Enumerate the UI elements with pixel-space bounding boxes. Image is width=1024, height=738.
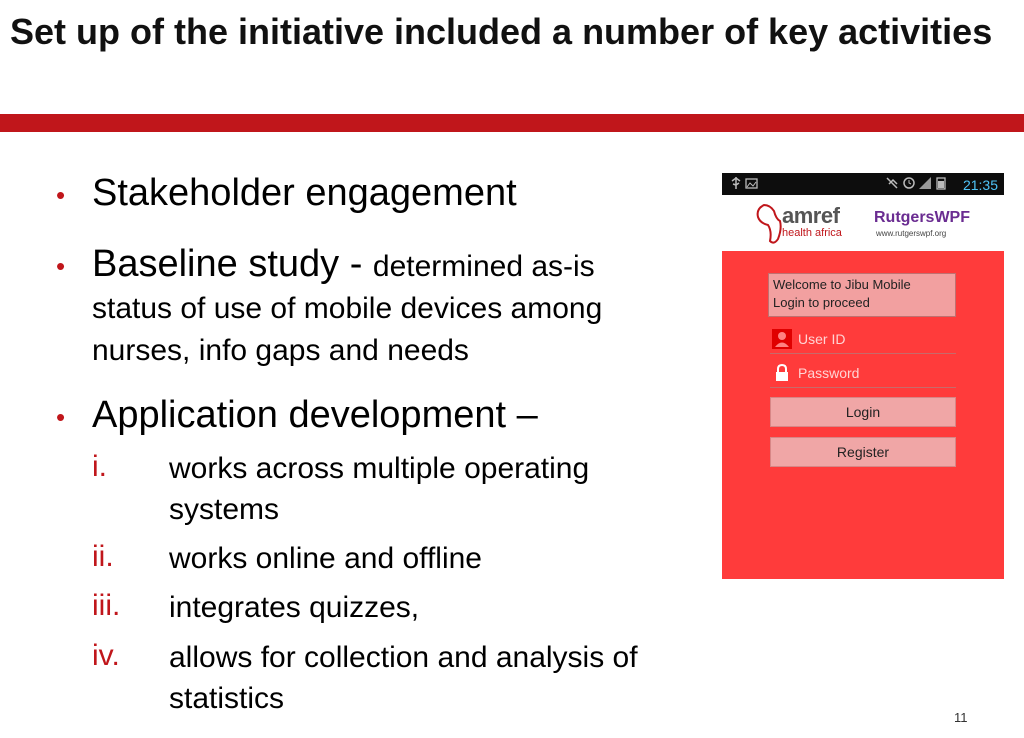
phone-screenshot [722,173,1004,579]
sub-item-marker: iii. [92,589,121,622]
lock-icon [772,363,792,383]
welcome-box [768,273,956,317]
sub-item-text: systems [169,493,280,526]
status-icons [885,176,959,190]
sub-item-text: allows for collection and analysis of [169,641,638,674]
rutgers-logo-url: www.rutgerswpf.org [876,229,947,238]
sub-item-text: works across multiple operating [169,452,590,485]
amref-logo-subtext: health africa [782,227,842,239]
page-number: 11 [954,710,968,725]
sub-item-marker: i. [92,450,107,483]
sub-item-marker: iv. [92,639,120,672]
bullet-detail: determined as-is [372,250,595,283]
user-id-field[interactable] [770,327,956,354]
bullet-text: Stakeholder engagement [92,172,517,214]
bullet-continuation: nurses, info gaps and needs [92,334,469,367]
sub-item-text: works online and offline [169,542,482,575]
africa-logo-icon [754,201,784,249]
bullet-label: Baseline study - [92,243,373,285]
sub-item-marker: ii. [92,540,114,573]
login-screen [722,251,1004,579]
title-divider [0,114,1024,132]
bullet-marker: • [56,251,66,281]
user-id-placeholder: User ID [798,331,846,347]
register-button[interactable]: Register [770,437,956,467]
bullet-marker: • [56,402,66,432]
status-bar [722,173,1004,195]
amref-logo-text: amref [782,203,840,228]
bullet-text: Application development – [92,394,538,436]
rutgers-logo-text: RutgersWPF [874,209,970,226]
login-button[interactable]: Login [770,397,956,427]
sub-item-text: statistics [169,682,285,715]
welcome-line: Login to proceed [773,295,870,310]
logo-header [722,195,1004,251]
bullet-text [92,243,712,288]
user-icon [772,329,792,349]
bullet-continuation: status of use of mobile devices among [92,292,603,325]
usb-icon [730,176,760,193]
password-placeholder: Password [798,365,860,381]
welcome-line: Welcome to Jibu Mobile [773,277,911,292]
status-time: 21:35 [962,177,998,193]
slide-title: Set up of the initiative included a number of key activities [10,11,993,52]
sub-item-text: integrates quizzes, [169,591,420,624]
password-field[interactable] [770,361,956,388]
status-right [885,176,998,193]
bullet-marker: • [56,180,66,210]
